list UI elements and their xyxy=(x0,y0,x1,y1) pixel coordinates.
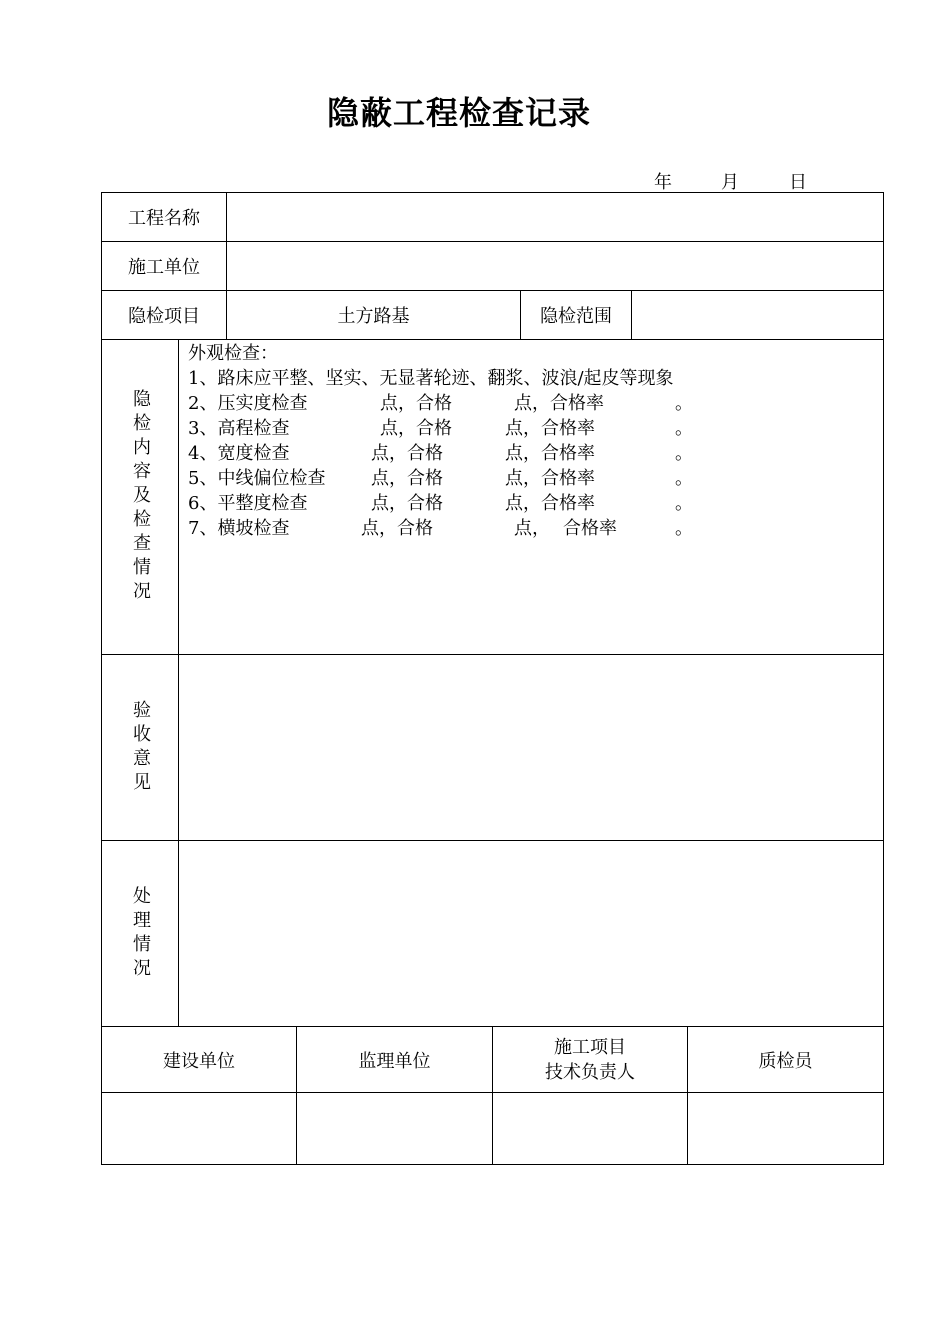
owner-signature-field[interactable] xyxy=(102,1093,296,1164)
owner-unit-label: 建设单位 xyxy=(163,1050,235,1072)
inspection-range-field[interactable] xyxy=(632,291,883,339)
date-year-label: 年 xyxy=(654,172,672,193)
technical-lead-signature-field[interactable] xyxy=(493,1093,687,1164)
project-name-label: 工程名称 xyxy=(128,208,200,229)
inspection-content-label: 隐检内容及检查情况 xyxy=(130,389,151,605)
acceptance-opinion-label: 验收意见 xyxy=(130,699,151,796)
inspection-form xyxy=(101,192,884,1165)
supervision-unit-label: 监理单位 xyxy=(358,1050,431,1072)
acceptance-opinion-field[interactable] xyxy=(179,655,883,840)
inspection-item-value[interactable]: 土方路基 xyxy=(337,306,410,327)
date-month-label: 月 xyxy=(721,172,739,193)
quality-inspector-label: 质检员 xyxy=(758,1050,813,1072)
supervision-signature-field[interactable] xyxy=(297,1093,492,1164)
quality-inspector-signature-field[interactable] xyxy=(688,1093,883,1164)
check-item-1: 1、路床应平整、坚实、无显著轮迹、翻浆、波浪/起皮等现象 xyxy=(188,368,674,389)
construction-unit-field[interactable] xyxy=(227,242,883,290)
date-day-label: 日 xyxy=(789,172,807,193)
technical-lead-label: 施工项目 技术负责人 xyxy=(545,1036,635,1083)
construction-unit-label: 施工单位 xyxy=(128,257,200,278)
inspection-item-label: 隐检项目 xyxy=(128,306,200,327)
handling-status-field[interactable] xyxy=(179,841,883,1026)
inspection-heading: 外观检查： xyxy=(188,343,278,364)
inspection-content-area: 外观检查： 1、路床应平整、坚实、无显著轮迹、翻浆、波浪/起皮等现象 2、压实度检查 点，合格 点，合格率 。 3、高程检查 点，合格 点，合格率 。 4、宽度检查 点，合格 点，合格率 。 5、中线偏位检查 点，合格 点，合格率 。 6、平整度检查 点，合格 点，合格率 。 7、横坡检查 点，合格 点， 合格率 。 xyxy=(188,343,693,539)
inspection-range-label: 隐检范围 xyxy=(540,306,612,327)
page-title: 隐蔽工程检查记录 xyxy=(326,94,591,132)
handling-status-label: 处理情况 xyxy=(130,885,151,982)
project-name-field[interactable] xyxy=(227,193,883,241)
